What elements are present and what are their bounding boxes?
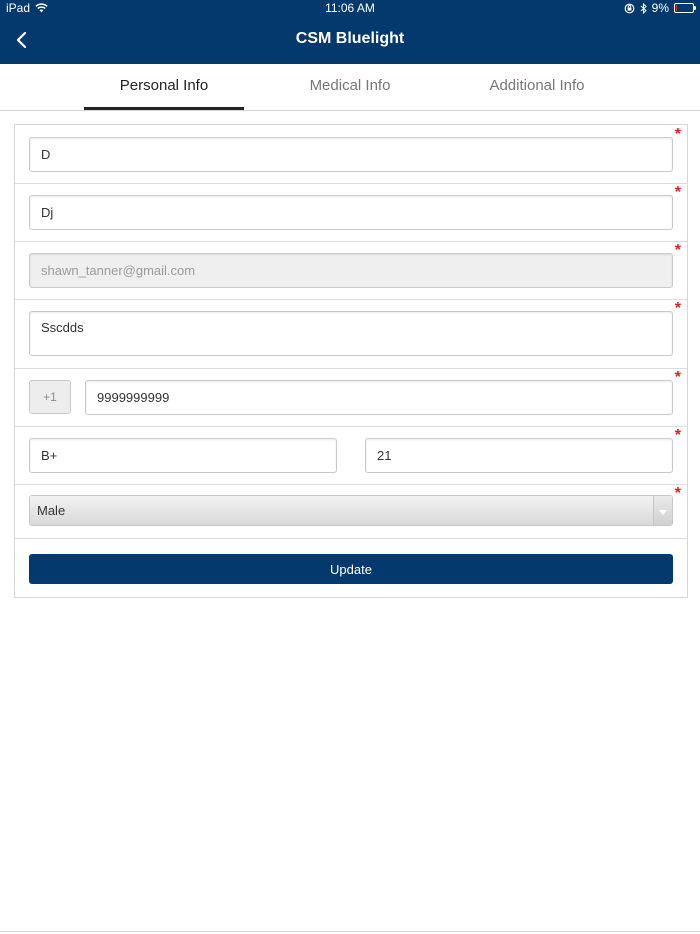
bluetooth-icon — [640, 3, 647, 14]
phone-row — [15, 368, 687, 427]
page-title: CSM Bluelight — [295, 30, 405, 47]
country-code-box: +1 — [29, 380, 71, 414]
status-time: 11:06 AM — [325, 1, 375, 15]
blood-group-field[interactable] — [29, 438, 337, 473]
tab-bar — [0, 64, 700, 111]
required-marker: * — [674, 184, 681, 201]
device-label: iPad — [6, 1, 31, 15]
update-button[interactable]: Update — [29, 554, 673, 584]
chevron-down-icon — [653, 496, 672, 525]
last-name-field[interactable] — [29, 195, 673, 230]
required-marker: * — [674, 242, 681, 259]
first-name-row — [15, 125, 687, 184]
tab-additional-info[interactable]: Additional Info — [489, 77, 585, 94]
age-field[interactable] — [365, 438, 673, 473]
email-field — [29, 253, 673, 288]
address-field[interactable] — [29, 311, 673, 356]
last-name-row — [15, 183, 687, 242]
tab-medical-info[interactable]: Medical Info — [309, 77, 391, 94]
address-row — [15, 299, 687, 369]
submit-row — [15, 538, 687, 597]
orientation-lock-icon — [624, 3, 635, 14]
tab-personal-info[interactable]: Personal Info — [84, 64, 244, 110]
email-row — [15, 241, 687, 300]
phone-field[interactable] — [85, 380, 673, 415]
first-name-field[interactable] — [29, 137, 673, 172]
required-marker: * — [674, 369, 681, 386]
battery-percent: 9% — [651, 1, 669, 15]
gender-row — [15, 484, 687, 539]
status-bar-right — [624, 1, 694, 15]
required-marker: * — [674, 427, 681, 444]
personal-info-form — [14, 124, 688, 598]
battery-icon — [674, 3, 694, 13]
blood-age-row — [15, 426, 687, 485]
bottom-divider — [0, 931, 700, 932]
required-marker: * — [674, 126, 681, 143]
battery-level — [676, 5, 677, 11]
gender-selected-value: Male — [37, 503, 66, 518]
required-marker: * — [674, 485, 681, 502]
gender-select[interactable] — [29, 495, 673, 526]
required-marker: * — [674, 300, 681, 317]
navigation-bar — [0, 0, 700, 64]
